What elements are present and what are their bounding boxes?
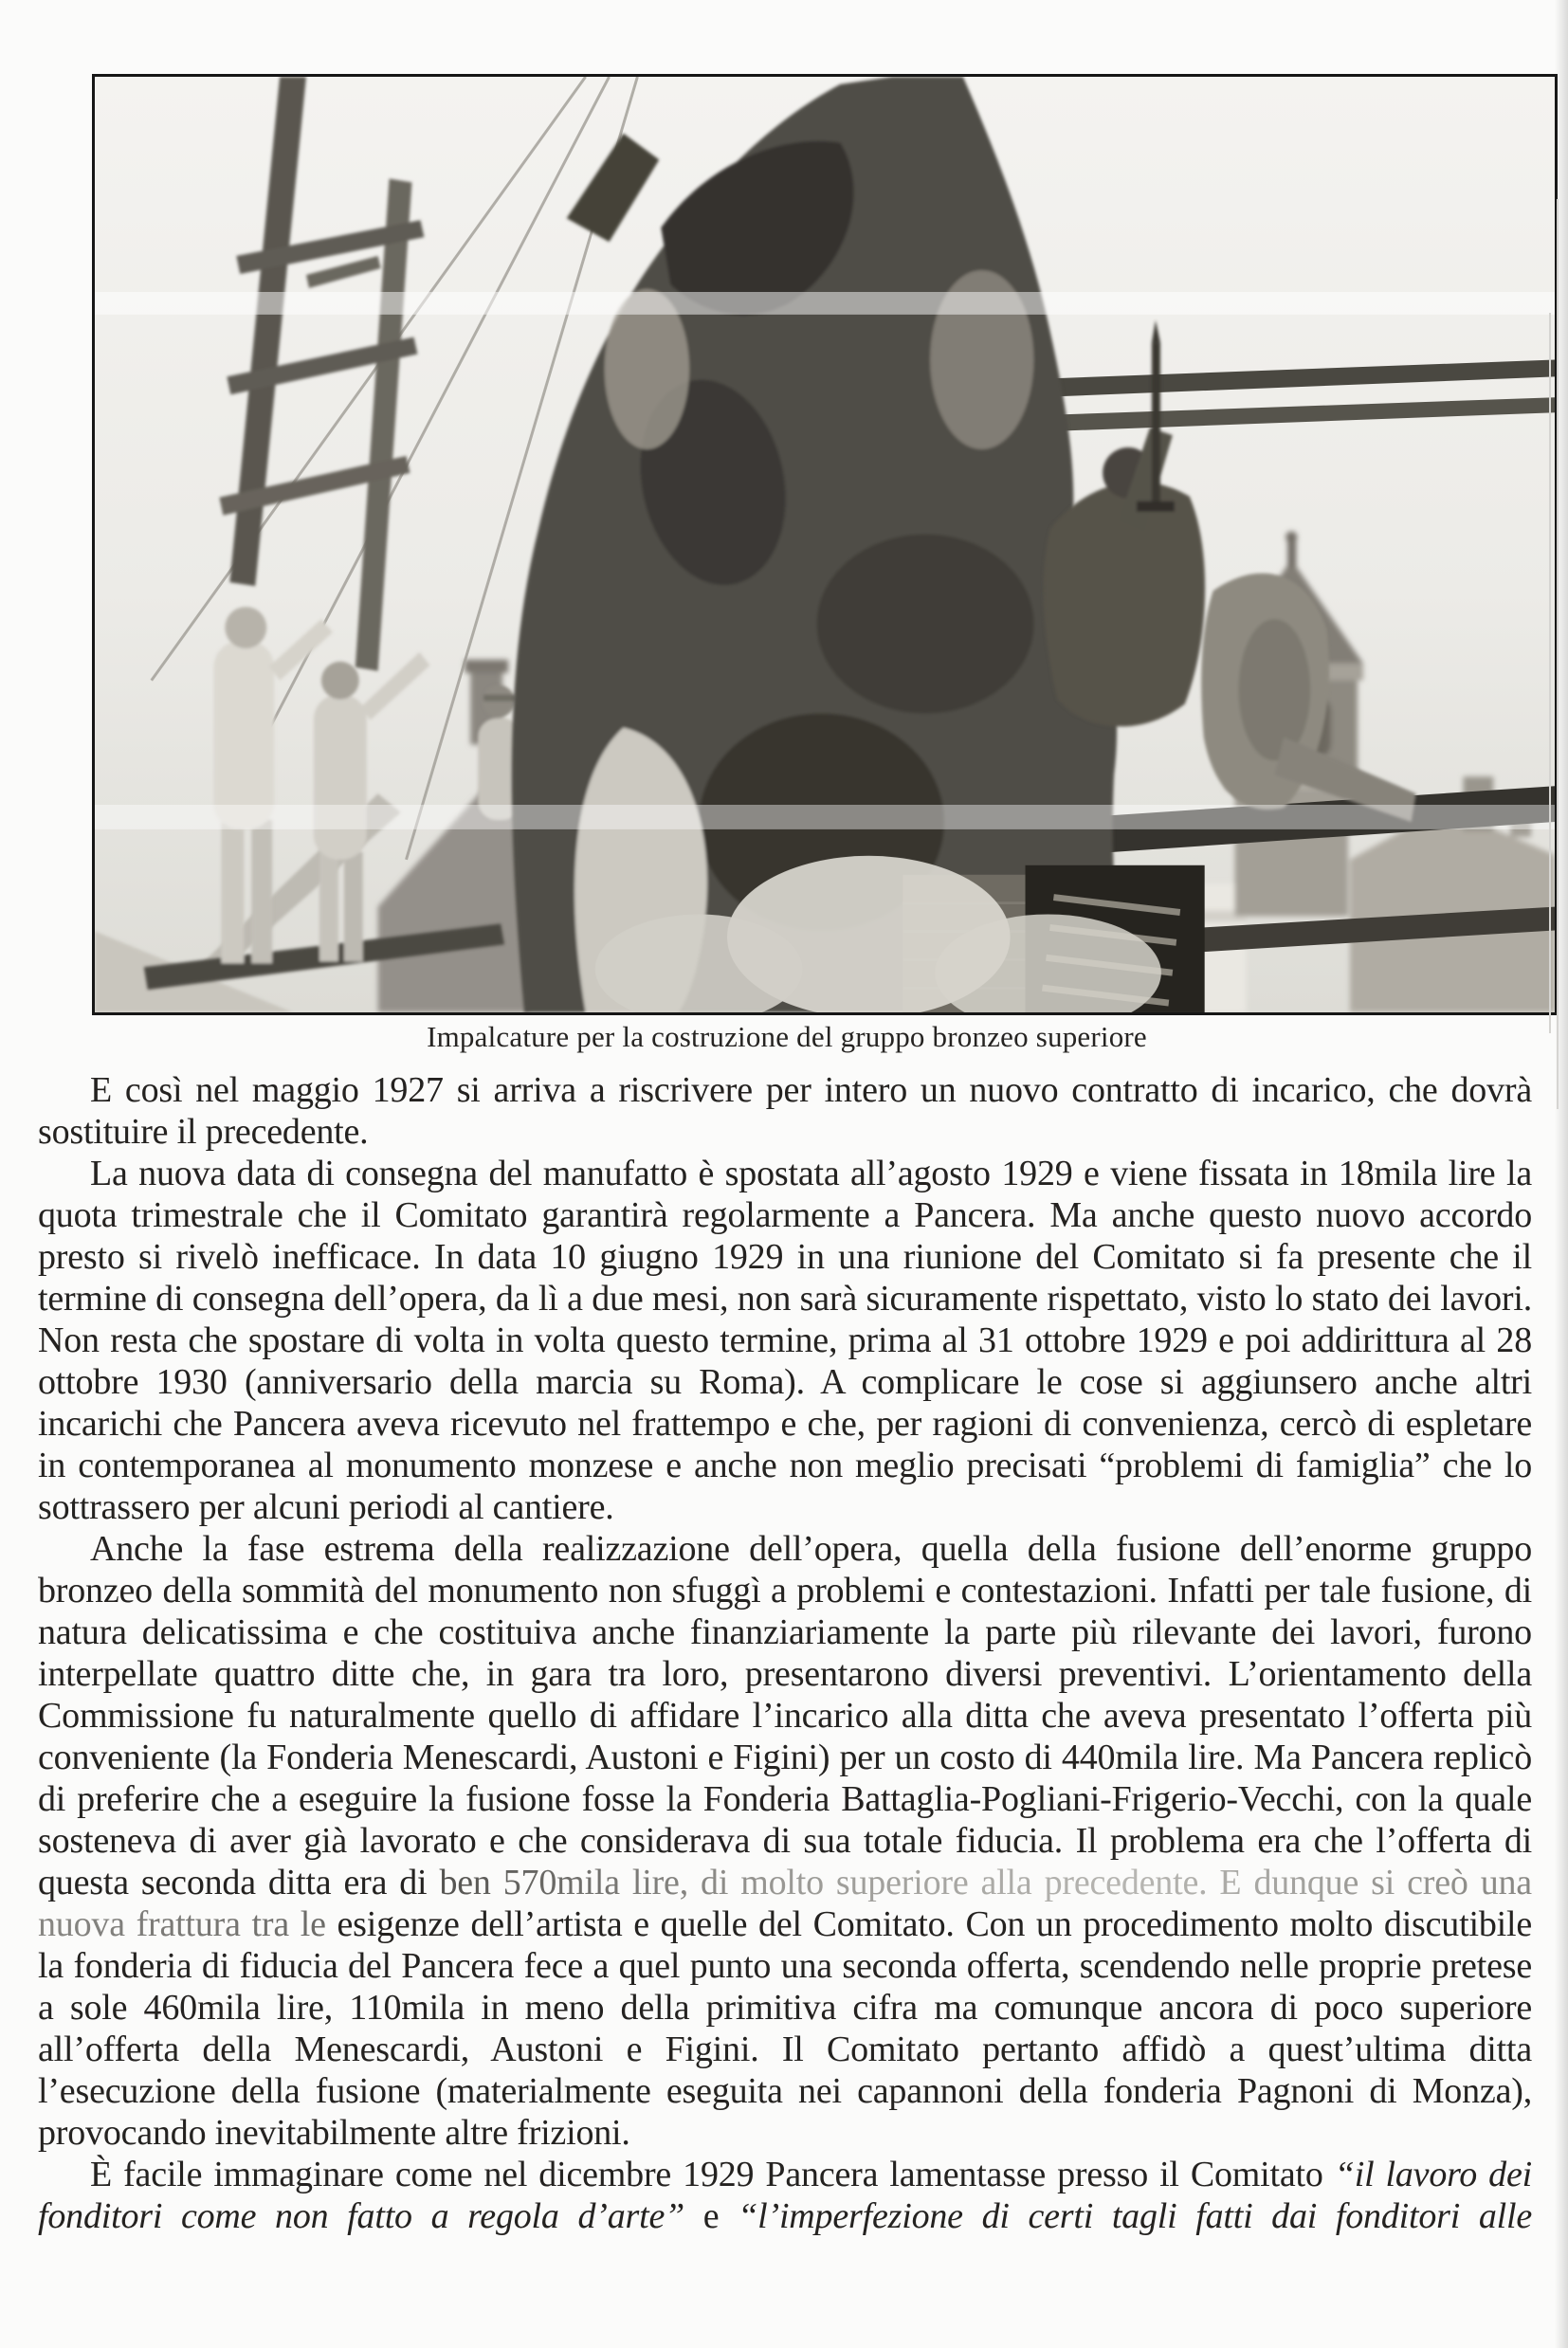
paragraph-3 <box>38 1528 1532 2154</box>
body-text <box>38 1069 1532 2237</box>
paragraph-4-quote-2: “l’imperfezione di certi tagli fatti dai fonditori alle <box>738 2196 1533 2236</box>
paragraph-1 <box>38 1069 1532 1153</box>
construction-photo <box>95 77 1555 1012</box>
paragraph-1-text: E così nel maggio 1927 si arriva a riscrivere per intero un nuovo contratto di incarico, che dovrà sostituire il precedente. <box>38 1070 1532 1152</box>
construction-photo-frame <box>92 74 1558 1015</box>
paragraph-2-text: La nuova data di consegna del manufatto è spostata all’agosto 1929 e viene fissata in 18mila lire la quota trimestrale che il Comitato garantirà regolarmente a Pancera. Ma anche questo nuovo accordo presto si rivelò inefficace. In data 10 giugno 1929 in una riunione del Comitato si fa presente che il termine di consegna dell’opera, da lì a due mesi, non sarà sicuramente rispettato, visto lo stato dei lavori. Non resta che spostare di volta in volta questo termine, prima al 31 ottobre 1929 e poi addirittura al 28 ottobre 1930 (anniversario della marcia su Roma). A complicare le cose si aggiunsero anche altri incarichi che Pancera aveva ricevuto nel frattempo e che, per ragioni di convenienza, cercò di espletare in contemporanea al monumento monzese e anche non meglio precisati “problemi di famiglia” che lo sottrassero per alcuni periodi al cantiere. <box>38 1154 1532 1527</box>
scan-band-lower <box>95 805 1555 829</box>
sword-blade <box>1152 343 1160 508</box>
paragraph-3-text-a: Anche la fase estrema della realizzazione dell’opera, quella della fusione dell’enorme gruppo bronzeo della sommità del monumento non sfuggì a problemi e contestazioni. Infatti per tale fusione, di natura delicatissima e che costituiva anche finanziariamente la parte più rilevante dei lavori, furono interpellate quattro ditte che, in gara tra loro, presentarono diversi preventivi. L’orientamento della Commissione fu naturalmente quello di affidare l’incarico alla ditta che aveva presentato l’offerta più conveniente (la Fonderia Menescardi, Austoni e Figini) per un costo di 440mila lire. Ma Pancera replicò di preferire che a eseguire la fusione fosse la Fonderia Battaglia-Pogliani-Frigerio-Vecchi, con la quale sosteneva di aver già lavorato e che considerava di sua totale fiducia. Il problema era che l’offerta di questa seconda ditta era di <box>38 1529 1532 1902</box>
paragraph-4-quote-1: “il lavoro dei fonditori come non fatto a regola d’arte” <box>38 2155 1532 2236</box>
scan-band-upper <box>95 292 1555 315</box>
paragraph-4 <box>38 2154 1532 2237</box>
scan-streak-line <box>1557 199 1559 1109</box>
paragraph-3-text-b: esigenze dell’artista e quelle del Comitato. Con un procedimento molto discutibile la fonderia di fiducia del Pancera fece a quel punto una seconda offerta, scendendo nelle proprie pretese a sole 460mila lire, 110mila in meno della primitiva cifra ma comunque ancora di poco superiore all’offerta della Menescardi, Austoni e Figini. Il Comitato pertanto affidò a quest’ultima ditta l’esecuzione della fusione (materialmente eseguita nei capannoni della fonderia Pagnoni di Monza), provocando inevitabilmente altre frizioni. <box>38 1904 1533 2153</box>
faded-scan-line: ben 570mila lire, di molto superiore alla precedente. E dunque si creò una nuova frattura tra le <box>38 1863 1532 1944</box>
paragraph-4-mid: e <box>684 2196 738 2236</box>
paragraph-2 <box>38 1153 1532 1528</box>
paragraph-4-intro: È facile immaginare come nel dicembre 1929 Pancera lamentasse presso il Comitato <box>90 2155 1335 2194</box>
photo-caption: Impalcature per la costruzione del gruppo bronzeo superiore <box>427 1020 1147 1053</box>
scan-streak-line <box>1549 313 1551 1033</box>
